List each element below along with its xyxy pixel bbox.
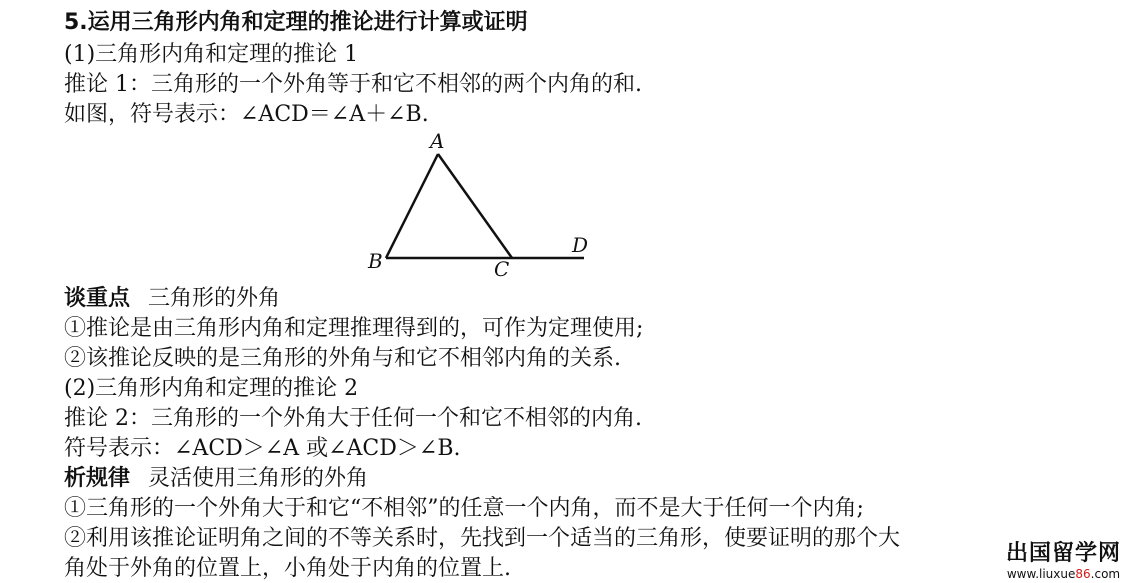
analysis-item-2-line-1: ②利用该推论证明角之间的不等关系时，先找到一个适当的三角形，使要证明的那个大 — [64, 526, 901, 551]
talk-point-title: 三角形的外角 — [148, 286, 281, 311]
talk-point-tag: 谈重点 — [64, 286, 131, 311]
section2-symbol: 符号表示：∠ACD＞∠A 或∠ACD＞∠B. — [64, 436, 461, 461]
side-ac — [438, 154, 512, 258]
watermark-name: 出国留学网 — [1005, 541, 1121, 566]
section1-symbol: 如图，符号表示：∠ACD＝∠A＋∠B. — [64, 102, 429, 127]
section2-statement: 推论 2：三角形的一个外角大于任何一个和它不相邻的内角. — [64, 406, 642, 431]
section1-title: (1)三角形内角和定理的推论 1 — [64, 42, 359, 67]
label-c: C — [494, 257, 510, 278]
label-a: A — [430, 129, 445, 153]
watermark-url — [1006, 567, 1121, 581]
talk-point-item-2: ②该推论反映的是三角形的外角与和它不相邻内角的关系. — [64, 346, 621, 371]
heading: 5.运用三角形内角和定理的推论进行计算或证明 — [64, 10, 528, 35]
label-b: B — [368, 249, 383, 273]
section2-title: (2)三角形内角和定理的推论 2 — [64, 376, 359, 401]
analysis-title: 灵活使用三角形的外角 — [148, 466, 369, 491]
watermark-url-prefix: www.liuxue — [1006, 567, 1076, 581]
analysis-heading — [64, 466, 368, 492]
analysis-item-1: ①三角形的一个外角大于和它“不相邻”的任意一个内角，而不是大于任何一个内角; — [64, 496, 864, 521]
label-d: D — [572, 233, 589, 257]
talk-point-item-1: ①推论是由三角形内角和定理推理得到的，可作为定理使用; — [64, 316, 644, 341]
talk-point-heading — [64, 286, 280, 312]
analysis-item-2-line-2: 角处于外角的位置上，小角处于内角的位置上. — [64, 556, 511, 581]
watermark-url-suffix: .com — [1090, 567, 1121, 581]
analysis-tag: 析规律 — [64, 466, 131, 491]
side-ab — [386, 154, 438, 258]
site-watermark — [1006, 536, 1121, 581]
watermark-url-number: 86 — [1075, 567, 1091, 581]
triangle-diagram — [360, 128, 600, 278]
section1-statement: 推论 1：三角形的一个外角等于和它不相邻的两个内角的和. — [64, 72, 642, 97]
triangle-figure — [360, 128, 600, 278]
